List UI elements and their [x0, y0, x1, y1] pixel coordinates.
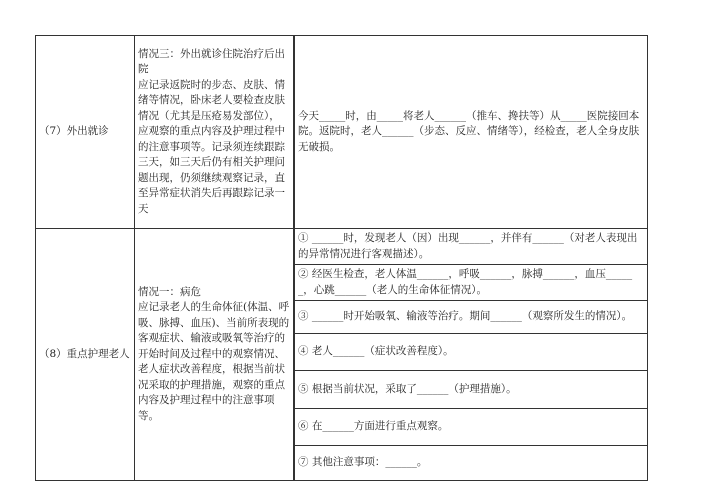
row-label: （7）外出就诊	[36, 36, 135, 229]
row-description	[135, 229, 295, 481]
description-title: 情况三：外出就诊住院治疗后出院	[138, 47, 285, 76]
description-title: 情况一：病危	[138, 285, 201, 298]
record-item: ① ______时，发现老人（因）出现______，并伴有______（对老人表现出的异常情况进行客观描述）。	[294, 229, 648, 265]
record-template: 今天_____时，由_____将老人______（推车、搀扶等）从_____医院接回本院。返院时，老人______（步态、反应、情绪等），经检查，老人全身皮肤无破损。	[294, 36, 648, 229]
table-row	[36, 36, 648, 229]
row-label: （8）重点护理老人	[36, 229, 135, 481]
record-item: ② 经医生检查，老人体温______，呼吸______，脉搏______，血压______，心跳______（老人的生命体征情况）。	[294, 265, 648, 301]
nursing-record-table	[35, 35, 648, 481]
record-item: ⑤ 根据当前状况，采取了______（护理措施）。	[294, 371, 648, 409]
row-description	[135, 36, 295, 229]
table-row	[36, 229, 648, 265]
description-body: 应记录老人的生命体征(体温、呼吸、脉搏、血压)、当前所表现的客观症状、输液或吸氧等治疗的开始时间及过程中的观察情况、老人症状改善程度，根据当前状况采取的护理措施，观察的重点内容及护理过程中的注意事项等。	[138, 301, 290, 422]
record-item: ④ 老人______（症状改善程度）。	[294, 334, 648, 371]
record-item: ⑥ 在______方面进行重点观察。	[294, 409, 648, 446]
record-item: ⑦ 其他注意事项：______。	[294, 446, 648, 481]
record-item: ③ ______时开始吸氧、输液等治疗。期间______（观察所发生的情况）。	[294, 301, 648, 334]
description-body: 应记录返院时的步态、皮肤、情绪等情况，卧床老人要检查皮肤情况（尤其是压疮易发部位），应观察的重点内容及护理过程中的注意事项等。记录须连续跟踪三天，如三天后仍有相关护理问题出现，仍须继续观察记录，直至异常症状消失后再跟踪记录一天	[138, 78, 285, 215]
